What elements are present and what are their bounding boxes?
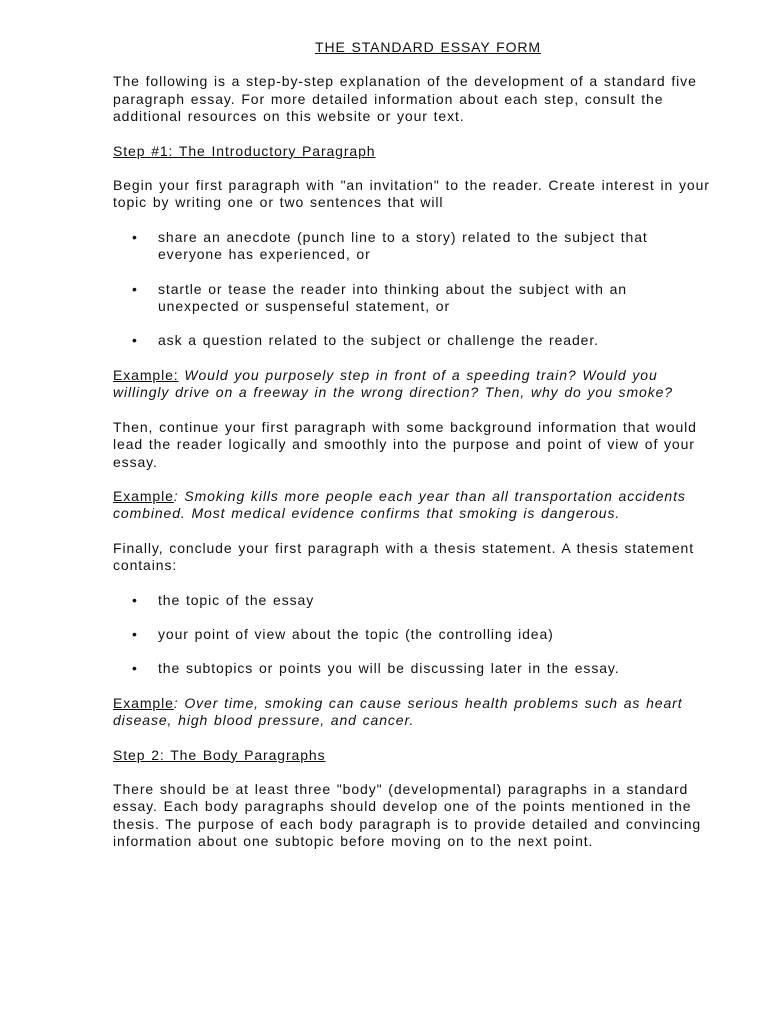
list-item: • share an anecdote (punch line to a story) related to the subject that everyone has experienced, or: [113, 229, 713, 264]
invitation-bullet-list: [113, 229, 713, 350]
step2-heading: Step 2: The Body Paragraphs: [113, 746, 326, 763]
document-body: [113, 39, 713, 868]
step1-paragraph-invitation: Begin your first paragraph with "an invitation" to the reader. Create interest in your topic by writing one or two sentences that will: [113, 177, 710, 211]
list-item: • the topic of the essay: [113, 592, 713, 609]
list-item: • ask a question related to the subject or challenge the reader.: [113, 332, 713, 349]
example-thesis: [113, 695, 713, 730]
thesis-bullet-list: [113, 592, 713, 678]
example-label: Example: [113, 487, 174, 504]
example-text: : Over time, smoking can cause serious health problems such as heart disease, high blood pressure, and cancer.: [113, 694, 683, 729]
step1-heading: Step #1: The Introductory Paragraph: [113, 142, 376, 159]
example-invitation: [113, 367, 713, 402]
step2-paragraph: There should be at least three "body" (developmental) paragraphs in a standard essay. Each body paragraphs should develop one of the points mentioned in the thesis. The purpose of each body paragraph is to provide detailed and convincing information about one subtopic before moving on to the next point.: [113, 780, 702, 850]
page-title: THE STANDARD ESSAY FORM: [315, 39, 541, 55]
step1-paragraph-thesis: Finally, conclude your first paragraph with a thesis statement. A thesis statement contains:: [113, 539, 695, 574]
list-item: • startle or tease the reader into thinking about the subject with an unexpected or suspenseful statement, or: [113, 281, 713, 316]
intro-paragraph: The following is a step-by-step explanation of the development of a standard five paragraph essay. For more detailed information about each step, consult the additional resources on this website or your text.: [113, 73, 697, 125]
example-label: Example: [113, 694, 174, 711]
example-text: Would you purposely step in front of a speeding train? Would you willingly drive on a freeway in the wrong direction? Then, why do you smoke?: [113, 366, 673, 401]
example-label: Example:: [113, 366, 179, 383]
example-background: [113, 488, 713, 523]
list-item: • your point of view about the topic (the controlling idea): [113, 626, 713, 643]
example-text: : Smoking kills more people each year than all transportation accidents combined. Most medical evidence confirms that smoking is dangerous.: [113, 487, 686, 522]
list-item: • the subtopics or points you will be discussing later in the essay.: [113, 660, 713, 677]
step1-paragraph-background: Then, continue your first paragraph with some background information that would lead the reader logically and smoothly into the purpose and point of view of your essay.: [113, 418, 697, 470]
